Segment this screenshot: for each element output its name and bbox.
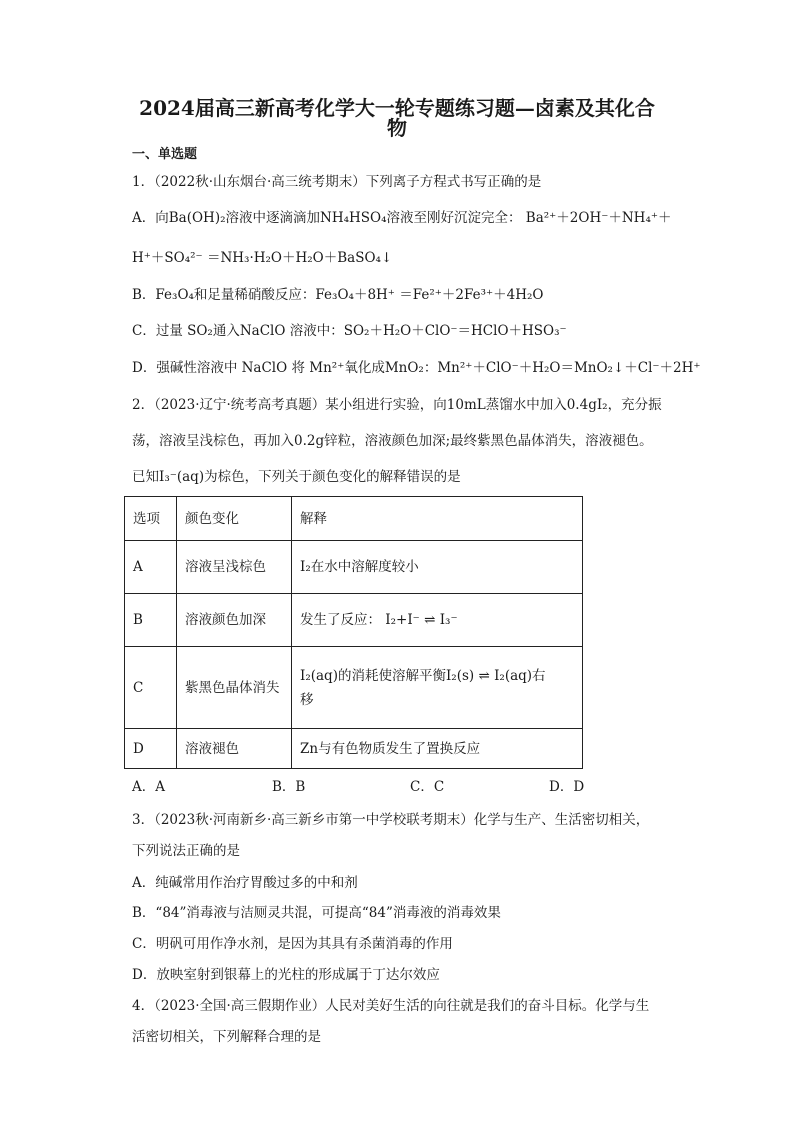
table-cell-change: 溶液褪色 <box>177 729 292 769</box>
q1-option-a-line1: A．向Ba(OH)₂溶液中逐滴滴加NH₄HSO₄溶液至刚好沉淀完全： Ba²⁺＋2OH⁻＋NH₄⁺＋ <box>132 210 672 226</box>
table-cell-explanation: Zn与有色物质发生了置换反应 <box>292 729 583 769</box>
q2-stem-line3: 已知I₃⁻(aq)为棕色，下列关于颜色变化的解释错误的是 <box>132 469 461 485</box>
table-cell-option: C <box>125 647 177 729</box>
table-cell-explanation: 发生了反应： I₂+I⁻ ⇌ I₃⁻ <box>292 594 583 647</box>
table-cell-explanation: I₂在水中溶解度较小 <box>292 541 583 594</box>
table-cell-option: A <box>125 541 177 594</box>
q2-stem-line1: 2．（2023·辽宁·统考高考真题）某小组进行实验，向10mL蒸馏水中加入0.4gI₂，充分振 <box>132 397 662 413</box>
q2-options-table <box>124 496 583 769</box>
q2-stem-line2: 荡，溶液呈浅棕色，再加入0.2g锌粒，溶液颜色加深;最终紫黑色晶体消失，溶液褪色。 <box>132 433 653 449</box>
q4-stem-line2: 活密切相关，下列解释合理的是 <box>132 1029 321 1045</box>
section-heading: 一、单选题 <box>132 147 198 162</box>
table-cell-change: 溶液呈浅棕色 <box>177 541 292 594</box>
q1-option-a-line2: H⁺＋SO₄²⁻ ＝NH₃·H₂O＋H₂O＋BaSO₄↓ <box>132 250 393 266</box>
table-cell-change: 紫黑色晶体消失 <box>177 647 292 729</box>
q3-option-a: A．纯碱常用作治疗胃酸过多的中和剂 <box>132 875 358 891</box>
q1-option-d: D．强碱性溶液中 NaClO 将 Mn²⁺氧化成MnO₂：Mn²⁺＋ClO⁻＋H₂O＝MnO₂↓＋Cl⁻＋2H⁺ <box>132 360 701 376</box>
q3-option-b: B．“84”消毒液与洁厕灵共混，可提高“84”消毒液的消毒效果 <box>132 905 501 921</box>
explanation-line1: I₂(aq)的消耗使溶解平衡I₂(s) ⇌ I₂(aq)右 <box>300 667 546 684</box>
table-header-row <box>125 497 583 541</box>
table-cell-explanation <box>292 647 583 729</box>
table-header-cell: 选项 <box>125 497 177 541</box>
q3-stem-line2: 下列说法正确的是 <box>132 843 240 859</box>
q1-option-b: B．Fe₃O₄和足量稀硝酸反应：Fe₃O₄＋8H⁺ ＝Fe²⁺＋2Fe³⁺＋4H₂O <box>132 287 544 303</box>
q3-stem-line1: 3．（2023秋·河南新乡·高三新乡市第一中学校联考期末）化学与生产、生活密切相关， <box>132 812 650 828</box>
table-row <box>125 541 583 594</box>
q2-choice-d: D．D <box>549 779 585 795</box>
q2-choice-a: A．A <box>132 779 165 795</box>
table-header-cell: 解释 <box>292 497 583 541</box>
table-cell-change: 溶液颜色加深 <box>177 594 292 647</box>
table-row <box>125 594 583 647</box>
document-title-line2: 物 <box>387 116 407 140</box>
table-row <box>125 647 583 729</box>
q3-option-c: C．明矾可用作净水剂，是因为其具有杀菌消毒的作用 <box>132 936 453 952</box>
explanation-line2: 移 <box>300 691 314 708</box>
table-cell-option: D <box>125 729 177 769</box>
table-header-cell: 颜色变化 <box>177 497 292 541</box>
q1-stem: 1．（2022秋·山东烟台·高三统考期末）下列离子方程式书写正确的是 <box>132 174 542 190</box>
q4-stem-line1: 4．（2023·全国·高三假期作业）人民对美好生活的向往就是我们的奋斗目标。化学与生 <box>132 998 650 1014</box>
q3-option-d: D．放映室射到银幕上的光柱的形成属于丁达尔效应 <box>132 967 440 983</box>
document-title-line1: 2024届高三新高考化学大一轮专题练习题—卤素及其化合 <box>139 96 655 120</box>
q2-choice-c: C．C <box>410 779 445 795</box>
table-row <box>125 729 583 769</box>
table-cell-option: B <box>125 594 177 647</box>
q1-option-c: C．过量 SO₂通入NaClO 溶液中：SO₂＋H₂O＋ClO⁻＝HClO＋HSO₃⁻ <box>132 323 567 339</box>
q2-choice-b: B．B <box>272 779 306 795</box>
